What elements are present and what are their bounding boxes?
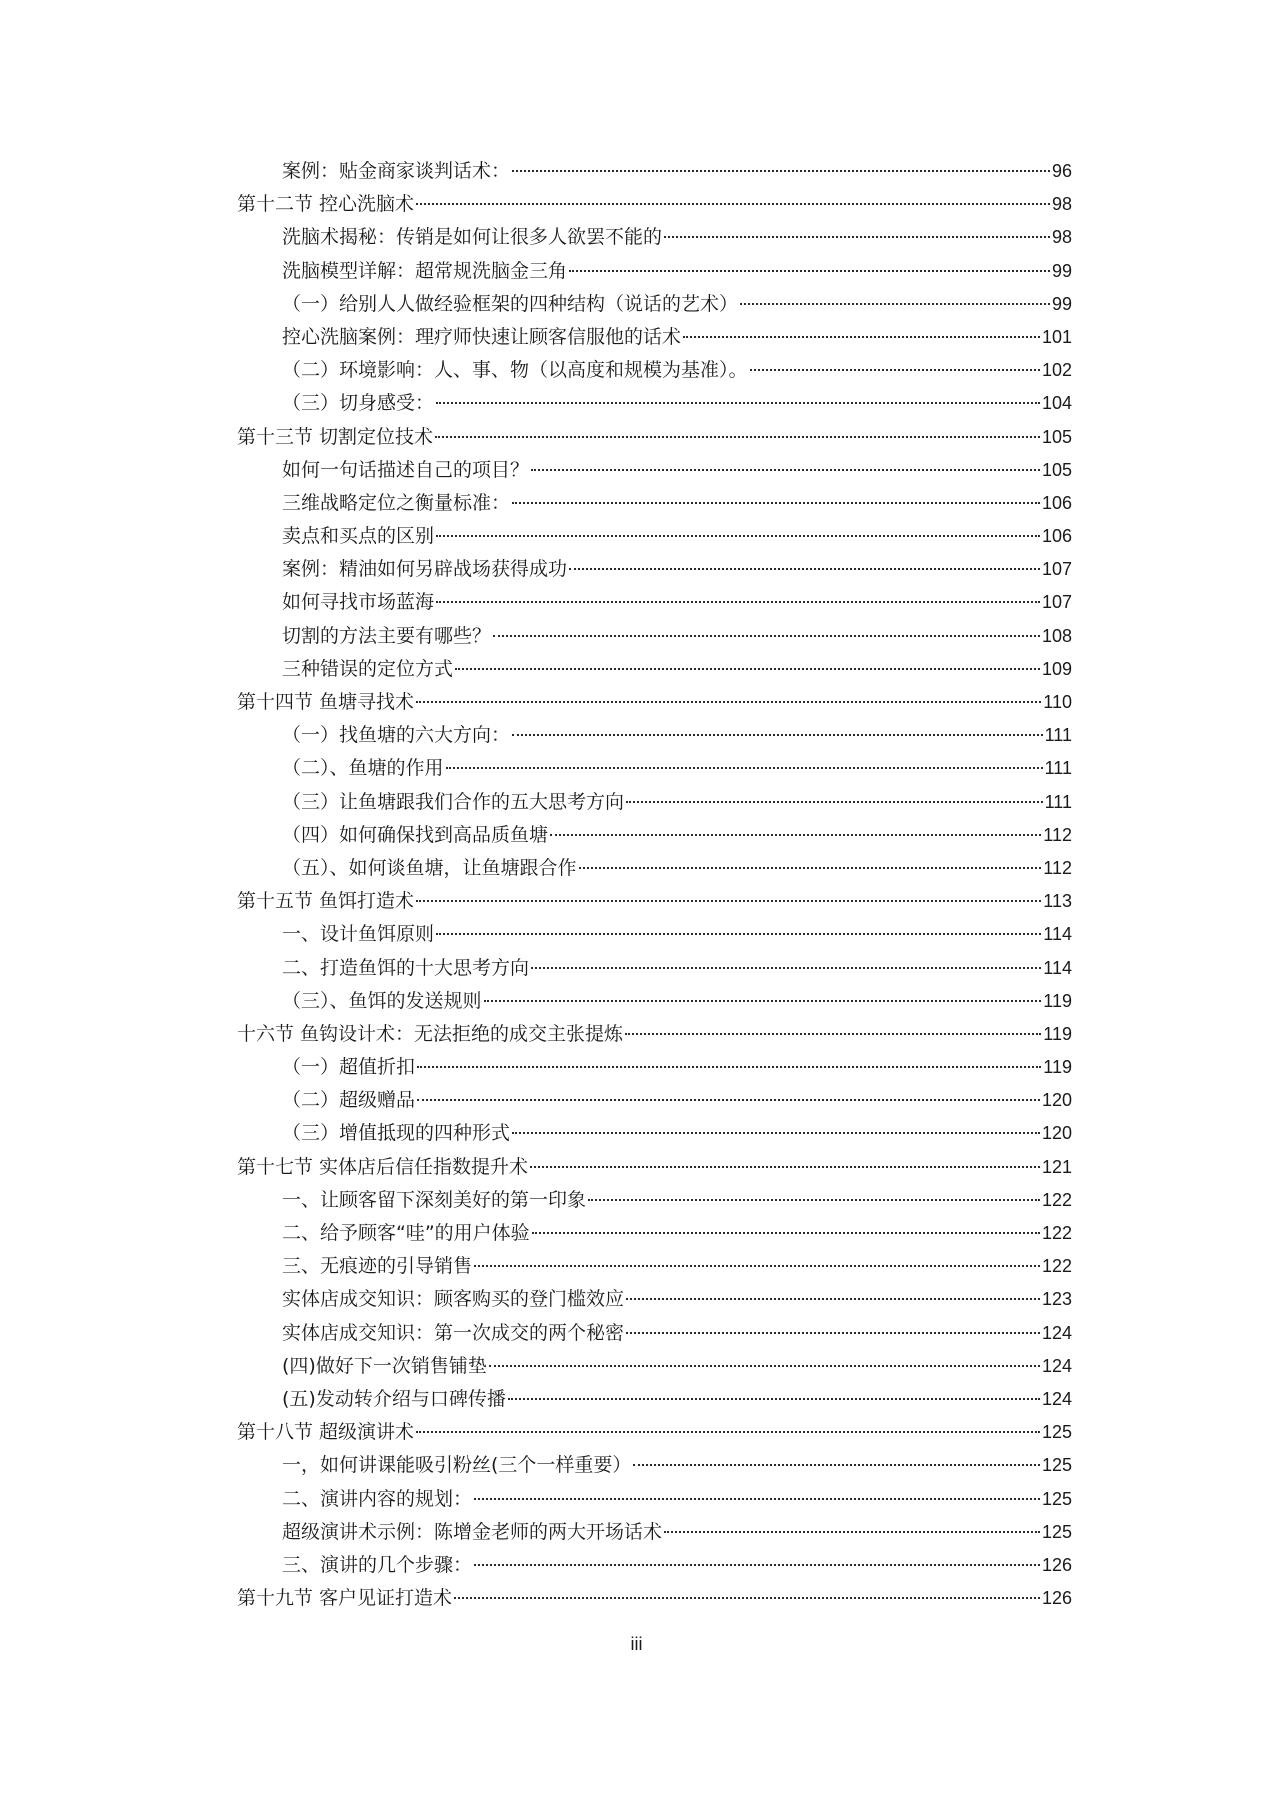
toc-dot-leader — [740, 302, 1050, 305]
toc-entry-page-number: 107 — [1041, 559, 1072, 580]
toc-dot-leader — [493, 634, 1040, 637]
toc-entry-title: 控心洗脑案例：理疗师快速让顾客信服他的话术 — [282, 325, 682, 348]
toc-entry-title: （三）让鱼塘跟我们合作的五大思考方向 — [282, 790, 625, 813]
toc-entry-page-number: 120 — [1041, 1090, 1072, 1111]
toc-entry-page-number: 107 — [1041, 592, 1072, 613]
toc-dot-leader — [489, 1364, 1040, 1367]
toc-subsection-entry[interactable] — [237, 1051, 1072, 1084]
toc-entry-page-number: 125 — [1041, 1488, 1072, 1509]
toc-entry-page-number: 119 — [1043, 1057, 1072, 1078]
toc-subsection-entry[interactable] — [237, 255, 1072, 288]
toc-entry-title: 洗脑模型详解：超常规洗脑金三角 — [282, 259, 568, 282]
toc-dot-leader — [750, 368, 1040, 371]
toc-dot-leader — [436, 600, 1040, 603]
toc-entry-page-number: 112 — [1043, 857, 1072, 878]
toc-entry-title: （一）超值折扣 — [282, 1056, 416, 1079]
toc-entry-title: 一，如何讲课能吸引粉丝(三个一样重要） — [282, 1454, 632, 1477]
toc-entry-page-number: 122 — [1041, 1256, 1072, 1277]
toc-dot-leader — [454, 1596, 1040, 1599]
toc-section-entry[interactable] — [237, 188, 1072, 221]
toc-entry-title: 第十五节 鱼饵打造术 — [237, 890, 415, 913]
toc-entry-page-number: 124 — [1041, 1388, 1072, 1409]
toc-dot-leader — [416, 700, 1041, 703]
toc-entry-title: 三种错误的定位方式 — [282, 657, 454, 680]
toc-entry-title: 洗脑术揭秘：传销是如何让很多人欲罢不能的 — [282, 226, 663, 249]
toc-subsection-entry[interactable] — [237, 454, 1072, 487]
toc-entry-page-number: 126 — [1041, 1588, 1072, 1609]
toc-dot-leader — [474, 1563, 1040, 1566]
toc-dot-leader — [626, 1297, 1040, 1300]
toc-dot-leader — [530, 1165, 1040, 1168]
toc-entry-title: （一）给别人人做经验框架的四种结构（说话的艺术） — [282, 292, 739, 315]
toc-section-entry[interactable] — [237, 421, 1072, 454]
toc-entry-title: 二、打造鱼饵的十大思考方向 — [282, 956, 530, 979]
toc-entry-title: 第十九节 客户见证打造术 — [237, 1587, 453, 1610]
toc-subsection-entry[interactable] — [237, 918, 1072, 951]
toc-subsection-entry[interactable] — [237, 819, 1072, 852]
toc-entry-page-number: 96 — [1051, 161, 1072, 181]
toc-entry-title: 实体店成交知识：顾客购买的登门槛效应 — [282, 1288, 625, 1311]
toc-dot-leader — [436, 932, 1041, 935]
toc-entry-page-number: 98 — [1051, 227, 1072, 248]
toc-entry-page-number: 106 — [1041, 492, 1072, 513]
toc-entry-title: （三）、鱼饵的发送规则 — [282, 989, 482, 1012]
toc-subsection-entry[interactable] — [237, 586, 1072, 619]
toc-entry-title: 第十三节 切割定位技术 — [237, 425, 434, 448]
toc-dot-leader — [531, 966, 1041, 969]
toc-dot-leader — [435, 435, 1040, 438]
toc-dot-leader — [588, 1198, 1040, 1201]
toc-dot-leader — [626, 1331, 1040, 1334]
toc-subsection-entry[interactable] — [237, 553, 1072, 586]
toc-dot-leader — [579, 866, 1042, 869]
toc-entry-page-number: 124 — [1041, 1355, 1072, 1376]
toc-dot-leader — [664, 1530, 1040, 1533]
toc-section-entry[interactable] — [237, 1416, 1072, 1449]
toc-entry-title: （二）、鱼塘的作用 — [282, 757, 444, 780]
toc-dot-leader — [455, 667, 1040, 670]
toc-entry-page-number: 114 — [1043, 924, 1072, 945]
toc-entry-page-number: 113 — [1043, 891, 1072, 912]
toc-entry-title: （一）找鱼塘的六大方向： — [282, 724, 511, 747]
toc-subsection-entry[interactable] — [237, 288, 1072, 321]
toc-entry-page-number: 122 — [1041, 1223, 1072, 1243]
toc-entry-page-number: 101 — [1041, 326, 1072, 347]
toc-subsection-entry[interactable] — [237, 719, 1072, 752]
toc-subsection-entry[interactable] — [237, 354, 1072, 387]
toc-dot-leader — [625, 1032, 1041, 1035]
toc-entry-title: 第十四节 鱼塘寻找术 — [237, 691, 415, 713]
toc-subsection-entry[interactable] — [237, 1350, 1072, 1383]
toc-entry-title: 十六节 鱼钩设计术：无法拒绝的成交主张提炼 — [237, 1022, 624, 1045]
toc-entry-title: 卖点和买点的区别 — [282, 525, 435, 548]
toc-dot-leader — [569, 269, 1050, 272]
toc-section-entry[interactable] — [237, 1018, 1072, 1051]
toc-dot-leader — [508, 1397, 1040, 1400]
toc-entry-page-number: 119 — [1043, 990, 1072, 1011]
toc-entry-title: （二）环境影响：人、事、物（以高度和规模为基准）。 — [282, 359, 748, 382]
toc-dot-leader — [664, 235, 1050, 238]
toc-entry-title: 第十八节 超级演讲术 — [237, 1421, 415, 1444]
toc-entry-title: 二、演讲内容的规划： — [282, 1487, 473, 1510]
toc-entry-page-number: 126 — [1041, 1554, 1072, 1575]
toc-subsection-entry[interactable] — [237, 321, 1072, 354]
toc-dot-leader — [416, 1430, 1040, 1433]
toc-entry-title: 三维战略定位之衡量标准： — [282, 491, 511, 514]
toc-entry-title: 第十七节 实体店后信任指数提升术 — [237, 1155, 529, 1178]
toc-section-entry[interactable] — [237, 885, 1072, 918]
toc-dot-leader — [683, 335, 1040, 338]
toc-dot-leader — [416, 202, 1050, 205]
toc-dot-leader — [512, 501, 1040, 504]
toc-entry-page-number: 98 — [1051, 194, 1072, 215]
toc-entry-page-number: 105 — [1041, 426, 1072, 447]
toc-dot-leader — [512, 169, 1050, 172]
toc-entry-page-number: 120 — [1041, 1123, 1072, 1144]
toc-entry-page-number: 111 — [1044, 791, 1072, 812]
toc-entry-page-number: 111 — [1044, 725, 1072, 746]
toc-subsection-entry[interactable] — [237, 1383, 1072, 1416]
toc-subsection-entry[interactable] — [237, 1549, 1072, 1582]
toc-entry-page-number: 109 — [1041, 658, 1072, 679]
toc-entry-title: 二、给予顾客“哇”的用户体验 — [282, 1222, 530, 1244]
toc-subsection-entry[interactable] — [237, 1449, 1072, 1482]
toc-dot-leader — [569, 567, 1040, 570]
toc-entry-title: 第十二节 控心洗脑术 — [237, 193, 415, 216]
toc-entry-title: 实体店成交知识：第一次成交的两个秘密 — [282, 1321, 625, 1344]
toc-entry-page-number: 121 — [1041, 1156, 1072, 1177]
table-of-contents — [237, 155, 1072, 1615]
toc-dot-leader — [417, 1065, 1041, 1068]
toc-subsection-entry[interactable] — [237, 985, 1072, 1018]
toc-entry-page-number: 106 — [1041, 526, 1072, 547]
toc-subsection-entry[interactable] — [237, 653, 1072, 686]
toc-entry-page-number: 110 — [1043, 692, 1072, 712]
toc-entry-page-number: 125 — [1041, 1422, 1072, 1443]
toc-entry-page-number: 102 — [1041, 360, 1072, 381]
toc-dot-leader — [626, 800, 1043, 803]
toc-section-entry[interactable] — [237, 1151, 1072, 1184]
page-number: iii — [630, 1634, 643, 1654]
toc-subsection-entry[interactable] — [237, 852, 1072, 885]
toc-subsection-entry[interactable] — [237, 387, 1072, 420]
toc-entry-page-number: 99 — [1051, 293, 1072, 314]
toc-entry-page-number: 99 — [1051, 260, 1072, 281]
toc-subsection-entry[interactable] — [237, 155, 1072, 188]
toc-subsection-entry[interactable] — [237, 1217, 1072, 1250]
toc-entry-page-number: 122 — [1041, 1189, 1072, 1210]
toc-dot-leader — [474, 1264, 1040, 1267]
toc-entry-page-number: 104 — [1041, 393, 1072, 414]
toc-subsection-entry[interactable] — [237, 1084, 1072, 1117]
toc-entry-page-number: 112 — [1043, 824, 1072, 845]
toc-entry-title: （四）如何确保找到高品质鱼塘 — [282, 823, 549, 846]
toc-subsection-entry[interactable] — [237, 786, 1072, 819]
toc-entry-title: (五)发动转介绍与口碑传播 — [282, 1387, 506, 1410]
toc-subsection-entry[interactable] — [237, 1184, 1072, 1217]
toc-entry-title: （三）切身感受： — [282, 392, 435, 415]
toc-subsection-entry[interactable] — [237, 221, 1072, 254]
toc-entry-page-number: 105 — [1041, 459, 1072, 480]
toc-dot-leader — [532, 1231, 1040, 1234]
toc-subsection-entry[interactable] — [237, 1317, 1072, 1350]
toc-entry-title: 一、让顾客留下深刻美好的第一印象 — [282, 1188, 587, 1211]
toc-subsection-entry[interactable] — [237, 1283, 1072, 1316]
toc-dot-leader — [550, 833, 1041, 836]
toc-entry-title: 三、无痕迹的引导销售 — [282, 1255, 473, 1278]
toc-subsection-entry[interactable] — [237, 1483, 1072, 1516]
toc-dot-leader — [436, 534, 1040, 537]
toc-subsection-entry[interactable] — [237, 752, 1072, 785]
toc-entry-page-number: 125 — [1041, 1455, 1072, 1476]
toc-entry-page-number: 119 — [1043, 1023, 1072, 1044]
toc-subsection-entry[interactable] — [237, 487, 1072, 520]
toc-entry-title: 三、演讲的几个步骤： — [282, 1553, 473, 1576]
toc-entry-title: 如何寻找市场蓝海 — [282, 591, 435, 614]
toc-entry-page-number: 125 — [1041, 1521, 1072, 1542]
toc-entry-title: 超级演讲术示例：陈增金老师的两大开场话术 — [282, 1520, 663, 1543]
toc-dot-leader — [484, 999, 1042, 1002]
toc-entry-page-number: 123 — [1041, 1289, 1072, 1310]
toc-dot-leader — [416, 899, 1041, 902]
toc-section-entry[interactable] — [237, 1582, 1072, 1615]
toc-entry-title: 案例：贴金商家谈判话术： — [282, 160, 511, 182]
toc-section-entry[interactable] — [237, 686, 1072, 719]
toc-entry-title: （三）增值抵现的四种形式 — [282, 1122, 511, 1145]
toc-dot-leader — [512, 1131, 1040, 1134]
toc-entry-title: (四)做好下一次销售铺垫 — [282, 1354, 487, 1377]
toc-subsection-entry[interactable] — [237, 952, 1072, 985]
toc-entry-title: （二）超级赠品 — [282, 1089, 416, 1112]
toc-subsection-entry[interactable] — [237, 620, 1072, 653]
toc-subsection-entry[interactable] — [237, 1117, 1072, 1150]
toc-entry-title: （五）、如何谈鱼塘，让鱼塘跟合作 — [282, 856, 577, 879]
toc-subsection-entry[interactable] — [237, 1516, 1072, 1549]
toc-entry-title: 一、设计鱼饵原则 — [282, 923, 435, 946]
toc-dot-leader — [633, 1463, 1040, 1466]
toc-entry-page-number: 124 — [1041, 1322, 1072, 1343]
toc-dot-leader — [446, 766, 1043, 769]
toc-entry-title: 切割的方法主要有哪些？ — [282, 624, 492, 647]
toc-dot-leader — [512, 733, 1043, 736]
toc-entry-page-number: 108 — [1041, 625, 1072, 646]
toc-dot-leader — [531, 468, 1040, 471]
toc-entry-title: 案例：精油如何另辟战场获得成功 — [282, 558, 568, 581]
toc-dot-leader — [436, 401, 1040, 404]
toc-subsection-entry[interactable] — [237, 520, 1072, 553]
toc-subsection-entry[interactable] — [237, 1250, 1072, 1283]
toc-dot-leader — [474, 1497, 1040, 1500]
toc-entry-page-number: 114 — [1043, 957, 1072, 978]
toc-dot-leader — [417, 1098, 1040, 1101]
toc-entry-title: 如何一句话描述自己的项目？ — [282, 458, 530, 481]
toc-entry-page-number: 111 — [1044, 758, 1072, 779]
